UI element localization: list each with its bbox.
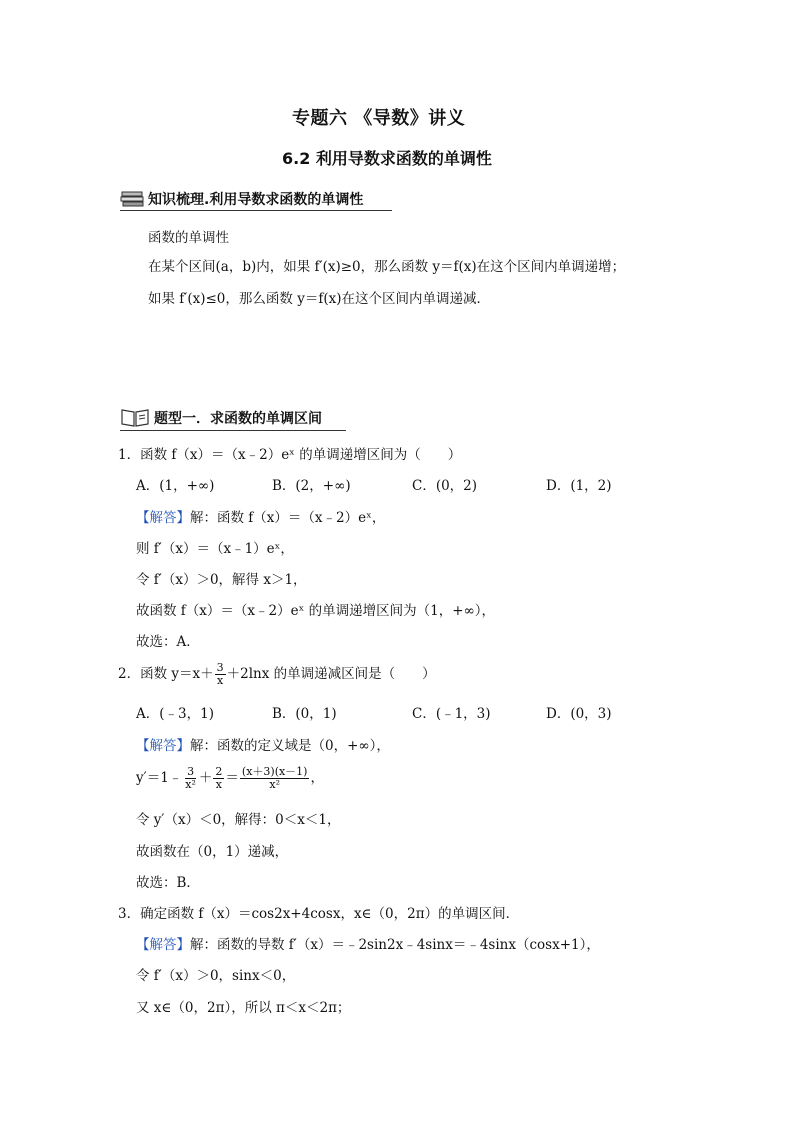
q1-solution-line-2: 则 f′（x）＝（x﹣1）eˣ， — [136, 541, 294, 557]
q2-deriv-pre: y′＝1﹣ — [136, 770, 183, 786]
section-heading-knowledge: 知识梳理.利用导数求函数的单调性 — [148, 192, 364, 208]
q1-solution-line-3: 令 f′（x）＞0，解得 x＞1， — [136, 572, 307, 588]
q1-option-b: B．(2，+∞) — [272, 478, 351, 494]
q1-solution-line-4: 故函数 f（x）＝（x﹣2）eˣ 的单调递增区间为（1，+∞）， — [136, 603, 496, 619]
answer-tag: 【解答】 — [136, 738, 190, 754]
q3-solution-line-2: 令 f′（x）＞0，sinx＜0， — [136, 968, 296, 984]
fraction-denominator: x — [215, 778, 223, 791]
fraction-denominator: x — [217, 674, 224, 687]
fraction-numerator: 3 — [216, 661, 224, 674]
q1-solution-line-5: 故选：A． — [136, 634, 200, 650]
section-heading-type1: 题型一．求函数的单调区间 — [154, 411, 322, 427]
q2-solution-line-5: 故选：B． — [136, 875, 200, 891]
q2-option-d: D．(0，3) — [546, 706, 612, 722]
q1-stem: 1．函数 f（x）＝（x﹣2）eˣ 的单调递增区间为（ ） — [118, 447, 462, 463]
q2-solution-line-1 — [136, 736, 390, 756]
q2-solution-line-3: 令 y′（x）＜0，解得：0＜x＜1， — [136, 812, 341, 828]
q1-option-c: C．(0，2) — [412, 478, 478, 494]
q3-stem: 3．确定函数 f（x）＝cos2x+4cosx，x∈（0，2π）的单调区间． — [118, 906, 520, 922]
q1-sol1-text: 解：函数 f（x）＝（x﹣2）eˣ， — [190, 510, 386, 526]
knowledge-subheading: 函数的单调性 — [148, 230, 229, 246]
knowledge-line-2: 如果 f′(x)≤0，那么函数 y＝f(x)在这个区间内单调递减． — [148, 291, 490, 307]
q2-deriv-fraction-2 — [213, 766, 224, 791]
q2-option-b: B．(0，1) — [272, 706, 337, 722]
fraction-numerator: 2 — [215, 765, 223, 778]
answer-tag: 【解答】 — [136, 510, 190, 526]
section-underline — [120, 210, 392, 211]
knowledge-line-1: 在某个区间(a，b)内，如果 f′(x)≥0，那么函数 y＝f(x)在这个区间内单调递增； — [148, 259, 626, 275]
q1-option-a: A．(1，+∞) — [136, 478, 215, 494]
q2-option-c: C．(﹣1，3) — [412, 706, 491, 722]
q3-solution-line-3: 又 x∈（0，2π），所以 π＜x＜2π； — [136, 1000, 351, 1016]
q2-sol1-text: 解：函数的定义域是（0，+∞）， — [190, 738, 390, 754]
section-underline — [120, 430, 346, 431]
equals-sign: ＝ — [225, 770, 239, 786]
q2-stem-post: ＋2lnx 的单调递减区间是（ ） — [226, 666, 436, 682]
fraction-denominator: x² — [269, 778, 280, 791]
q2-derivative-line — [136, 766, 324, 791]
q1-solution-line-1 — [136, 508, 385, 528]
q2-solution-line-4: 故函数在（0，1）递减， — [136, 844, 289, 860]
q1-option-d: D．(1，2) — [546, 478, 612, 494]
page-subtitle: 6.2 利用导数求函数的单调性 — [282, 149, 492, 168]
q2-option-a: A．(﹣3，1) — [136, 706, 214, 722]
q2-stem-fraction — [215, 662, 226, 687]
comma: ， — [310, 770, 324, 786]
plus-sign: ＋ — [198, 770, 213, 786]
fraction-numerator: 3 — [187, 765, 195, 778]
open-book-icon — [120, 406, 150, 432]
q3-solution-line-1 — [136, 935, 600, 955]
q2-deriv-fraction-1 — [183, 766, 198, 791]
q2-stem — [118, 662, 436, 687]
page-title: 专题六 《导数》讲义 — [292, 108, 466, 129]
fraction-numerator: (x＋3)(x－1) — [241, 765, 308, 778]
q2-deriv-fraction-3 — [240, 766, 310, 791]
q3-sol1-text: 解：函数的导数 f′（x）＝﹣2sin2x﹣4sinx＝﹣4sinx（cosx+1）， — [190, 937, 600, 953]
fraction-denominator: x² — [185, 778, 196, 791]
q2-stem-pre: 2．函数 y＝x＋ — [118, 666, 214, 682]
answer-tag: 【解答】 — [136, 937, 190, 953]
